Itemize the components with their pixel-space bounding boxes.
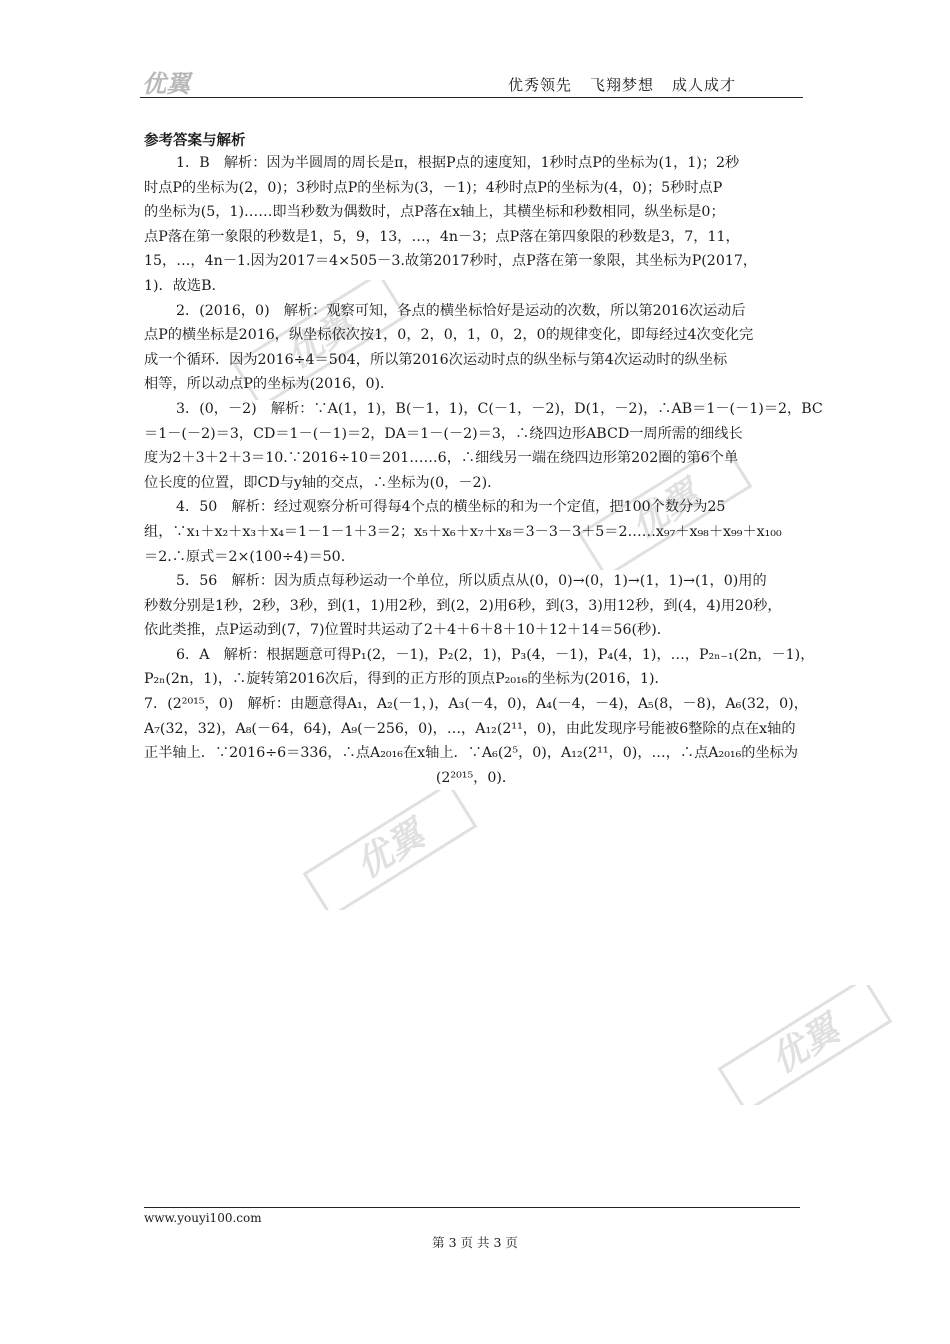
svg-text:优翼: 优翼 bbox=[623, 473, 707, 547]
answer-5-line-1: 5．56 解析：因为质点每秒运动一个单位，所以质点从(0，0)→(0，1)→(1，1)→(1，0)用的 bbox=[176, 573, 767, 590]
slogan-part-3: 成人成才 bbox=[672, 76, 737, 94]
answer-4-line-3: ＝2.∴原式＝2×(100÷4)＝50. bbox=[144, 548, 346, 565]
answer-1-line-4: 点P落在第一象限的秒数是1，5，9，13，…，4n－3；点P落在第四象限的秒数是3，7，11， bbox=[144, 228, 740, 245]
answer-1-line-3: 的坐标为(5，1)……即当秒数为偶数时，点P落在x轴上，其横坐标和秒数相同，纵坐标是0； bbox=[144, 204, 725, 221]
answer-2-line-1: 2．(2016，0) 解析：观察可知，各点的横坐标恰好是运动的次数，所以第2016次运动后 bbox=[176, 302, 746, 319]
watermark-4 bbox=[680, 985, 930, 1105]
answer-3-line-1: 3．(0，－2) 解析：∵A(1，1)，B(－1，1)，C(－1，－2)，D(1，－2)，∴AB＝1－(－1)＝2，BC bbox=[176, 400, 823, 417]
answer-1-line-5: 15，…，4n－1.因为2017＝4×505－3.故第2017秒时，点P落在第一象限，其坐标为P(2017， bbox=[144, 253, 758, 270]
answer-1-line-1: 1．B 解析：因为半圆周的周长是π，根据P点的速度知，1秒时点P的坐标为(1，1)；2秒 bbox=[176, 155, 740, 171]
answer-2-line-3: 成一个循环．因为2016÷4＝504，所以第2016次运动时点的纵坐标与第4次运动时的纵坐标 bbox=[144, 351, 728, 368]
answer-2-line-4: 相等，所以动点P的坐标为(2016，0)． bbox=[144, 376, 395, 393]
answer-3-line-3: 度为2＋3＋2＋3＝10.∵2016÷10＝201……6，∴细线另一端在绕四边形第202圈的第6个单 bbox=[144, 450, 739, 467]
logo-text: 优翼 bbox=[142, 70, 190, 98]
answer-4-line-1: 4．50 解析：经过观察分析可得每4个点的横坐标的和为一个定值，把100个数分为25 bbox=[176, 499, 726, 516]
answer-7-line-3: 正半轴上．∵2016÷6＝336，∴点A₂₀₁₆在x轴上．∵A₆(2⁵，0)，A₁₂(2¹¹，0)，…，∴点A₂₀₁₆的坐标为 bbox=[144, 745, 799, 762]
header-slogan bbox=[508, 74, 754, 95]
answer-body bbox=[144, 151, 823, 790]
svg-text:优翼: 优翼 bbox=[348, 813, 432, 887]
footer-divider bbox=[144, 1207, 800, 1208]
answer-3-line-2: ＝1－(－2)＝3，CD＝1－(－1)＝2，DA＝1－(－2)＝3，∴绕四边形ABCD一周所需的细线长 bbox=[144, 425, 743, 442]
slogan-part-2: 飞翔梦想 bbox=[590, 76, 655, 94]
answer-7-line-1: 7．(2²⁰¹⁵，0) 解析：由题意得A₁，A₂(－1，)，A₃(－4，0)，A₄(－4，－4)，A₅(8，－8)，A₆(32，0)， bbox=[144, 696, 808, 713]
answer-1-line-6: 1)．故选B. bbox=[144, 277, 217, 294]
youyi-logo bbox=[140, 68, 220, 98]
answer-7-line-2: A₇(32，32)，A₈(－64，64)，A₉(－256，0)，…，A₁₂(2¹¹，0)，由此发现序号能被6整除的点在x轴的 bbox=[144, 720, 796, 737]
answer-2-line-2: 点P的横坐标是2016，纵坐标依次按1，0，2，0，1，0，2，0的规律变化，即每经过4次变化完 bbox=[144, 327, 754, 344]
svg-text:优翼: 优翼 bbox=[278, 303, 362, 377]
svg-text:优翼: 优翼 bbox=[763, 1008, 847, 1082]
answer-7-line-4: (2²⁰¹⁵，0)． bbox=[435, 769, 517, 786]
header-divider bbox=[140, 97, 803, 98]
answer-5-line-2: 秒数分别是1秒，2秒，3秒，到(1，1)用2秒，到(2，2)用6秒，到(3，3)用12秒，到(4，4)用20秒， bbox=[144, 597, 782, 614]
answer-4-line-2: 组，∵x₁＋x₂＋x₃＋x₄＝1－1－1＋3＝2；x₅＋x₆＋x₇＋x₈＝3－3－3＋5＝2……x₉₇＋x₉₈＋x₉₉＋x₁₀₀ bbox=[144, 523, 782, 540]
answer-3-line-4: 位长度的位置，即CD与y轴的交点，∴坐标为(0，－2)． bbox=[144, 474, 502, 491]
answer-1-line-2: 时点P的坐标为(2，0)；3秒时点P的坐标为(3，－1)；4秒时点P的坐标为(4，0)；5秒时点P bbox=[144, 179, 723, 196]
slogan-part-1: 优秀领先 bbox=[508, 76, 573, 94]
watermark-3 bbox=[265, 790, 515, 910]
section-title: 参考答案与解析 bbox=[144, 132, 246, 149]
answer-5-line-3: 依此类推，点P运动到(7，7)位置时共运动了2＋4＋6＋8＋10＋12＋14＝56(秒)． bbox=[144, 622, 671, 639]
answer-6-line-2: P₂ₙ(2n，1)，∴旋转第2016次后，得到的正方形的顶点P₂₀₁₆的坐标为(2016，1)． bbox=[144, 671, 669, 688]
footer-url: www.youyi100.com bbox=[144, 1211, 262, 1225]
page-number: 第 3 页 共 3 页 bbox=[432, 1235, 518, 1250]
answer-6-line-1: 6．A 解析：根据题意可得P₁(2，－1)，P₂(2，1)，P₃(4，－1)，P₄(4，1)，…，P₂ₙ₋₁(2n，－1)， bbox=[176, 646, 815, 663]
